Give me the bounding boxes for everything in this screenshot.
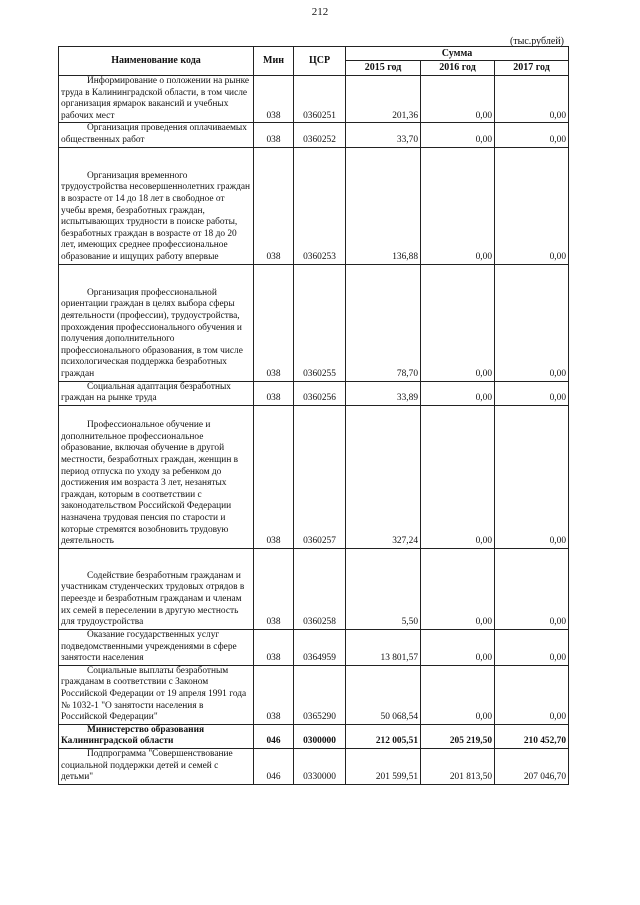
row-value-2016: 201 813,50 (421, 748, 495, 784)
row-csr: 0360256 (294, 381, 346, 405)
row-value-2017: 0,00 (495, 665, 569, 724)
header-year-2017: 2017 год (495, 60, 569, 75)
row-name: Организация временного трудоустройства несовершеннолетних граждан в возрасте от 14 до 18 лет в свободное от учебы время, безработных граждан, испытывающих трудности в поиске работы, безработных граждан в возрасте от 18 до 20 лет, имеющих среднее профессиональное образование и ищущих работу впервые (59, 147, 254, 264)
row-value-2017: 0,00 (495, 76, 569, 123)
header-min: Мин (254, 47, 294, 76)
row-value-2015: 327,24 (346, 405, 421, 548)
row-value-2016: 0,00 (421, 76, 495, 123)
row-value-2015: 201 599,51 (346, 748, 421, 784)
row-min: 038 (254, 264, 294, 381)
row-value-2016: 205 219,50 (421, 724, 495, 748)
row-value-2015: 201,36 (346, 76, 421, 123)
table-row (59, 665, 569, 724)
row-min: 038 (254, 629, 294, 665)
row-min: 046 (254, 748, 294, 784)
row-min: 038 (254, 665, 294, 724)
row-name: Профессиональное обучение и дополнительное профессиональное образование, включая обучение в другой местности, безработных граждан, женщин в период отпуска по уходу за ребенком до достижения им возраста 3 лет, незанятых граждан, которым в соответствии с законодательством Российской Федерации назначена трудовая пенсия по старости и которые стремятся возобновить трудовую деятельность (59, 405, 254, 548)
row-name: Социальные выплаты безработным гражданам в соответствии с Законом Российской Федерации от 19 апреля 1991 года № 1032-1 "О занятости населения в Российской Федерации" (59, 665, 254, 724)
row-value-2016: 0,00 (421, 548, 495, 629)
header-sum: Сумма (346, 47, 569, 61)
row-name: Социальная адаптация безработных граждан на рынке труда (59, 381, 254, 405)
header-year-2015: 2015 год (346, 60, 421, 75)
row-value-2017: 0,00 (495, 264, 569, 381)
row-csr: 0364959 (294, 629, 346, 665)
row-name: Информирование о положении на рынке труда в Калининградской области, в том числе организация ярмарок вакансий и учебных рабочих мест (59, 76, 254, 123)
row-value-2015: 136,88 (346, 147, 421, 264)
table-row (59, 629, 569, 665)
table-row (59, 264, 569, 381)
table-row (59, 748, 569, 784)
table-row (59, 548, 569, 629)
row-min: 038 (254, 548, 294, 629)
row-min: 038 (254, 405, 294, 548)
row-min: 038 (254, 381, 294, 405)
row-csr: 0360257 (294, 405, 346, 548)
row-csr: 0360258 (294, 548, 346, 629)
row-value-2016: 0,00 (421, 629, 495, 665)
row-value-2017: 207 046,70 (495, 748, 569, 784)
row-value-2016: 0,00 (421, 147, 495, 264)
row-value-2015: 78,70 (346, 264, 421, 381)
row-value-2016: 0,00 (421, 405, 495, 548)
row-value-2016: 0,00 (421, 381, 495, 405)
row-csr: 0360255 (294, 264, 346, 381)
row-name: Организация профессиональной ориентации граждан в целях выбора сферы деятельности (профессии), трудоустройства, прохождения профессионального обучения и получения дополнительного профессионального образования, в том числе психологическая поддержка безработных граждан (59, 264, 254, 381)
row-value-2017: 0,00 (495, 147, 569, 264)
row-name: Подпрограмма "Совершенствование социальной поддержки детей и семей с детьми" (59, 748, 254, 784)
row-min: 038 (254, 147, 294, 264)
units-label: (тыс.рублей) (509, 36, 564, 47)
row-value-2015: 33,89 (346, 381, 421, 405)
header-name: Наименование кода (59, 47, 254, 76)
header-csr: ЦСР (294, 47, 346, 76)
row-value-2015: 5,50 (346, 548, 421, 629)
table-row (59, 147, 569, 264)
row-value-2016: 0,00 (421, 123, 495, 147)
row-value-2016: 0,00 (421, 665, 495, 724)
row-name: Министерство образования Калининградской области (59, 724, 254, 748)
row-value-2017: 210 452,70 (495, 724, 569, 748)
row-value-2016: 0,00 (421, 264, 495, 381)
row-name: Организация проведения оплачиваемых общественных работ (59, 123, 254, 147)
row-min: 038 (254, 76, 294, 123)
row-csr: 0360252 (294, 123, 346, 147)
header-year-2016: 2016 год (421, 60, 495, 75)
row-value-2015: 50 068,54 (346, 665, 421, 724)
row-value-2017: 0,00 (495, 381, 569, 405)
row-value-2015: 212 005,51 (346, 724, 421, 748)
row-csr: 0360253 (294, 147, 346, 264)
row-value-2017: 0,00 (495, 405, 569, 548)
row-value-2017: 0,00 (495, 629, 569, 665)
row-value-2015: 13 801,57 (346, 629, 421, 665)
table-row (59, 724, 569, 748)
page-number: 212 (311, 6, 329, 18)
table-row (59, 123, 569, 147)
row-csr: 0330000 (294, 748, 346, 784)
table-row (59, 405, 569, 548)
row-name: Оказание государственных услуг подведомственными учреждениями в сфере занятости населения (59, 629, 254, 665)
row-value-2017: 0,00 (495, 548, 569, 629)
row-csr: 0300000 (294, 724, 346, 748)
row-value-2017: 0,00 (495, 123, 569, 147)
table-row (59, 381, 569, 405)
row-name: Содействие безработным гражданам и участникам студенческих трудовых отрядов в переезде и безработным гражданам и членам их семей в переселении в другую местность для трудоустройства (59, 548, 254, 629)
row-min: 046 (254, 724, 294, 748)
row-min: 038 (254, 123, 294, 147)
budget-table (58, 46, 569, 785)
row-csr: 0365290 (294, 665, 346, 724)
table-row (59, 76, 569, 123)
row-csr: 0360251 (294, 76, 346, 123)
row-value-2015: 33,70 (346, 123, 421, 147)
